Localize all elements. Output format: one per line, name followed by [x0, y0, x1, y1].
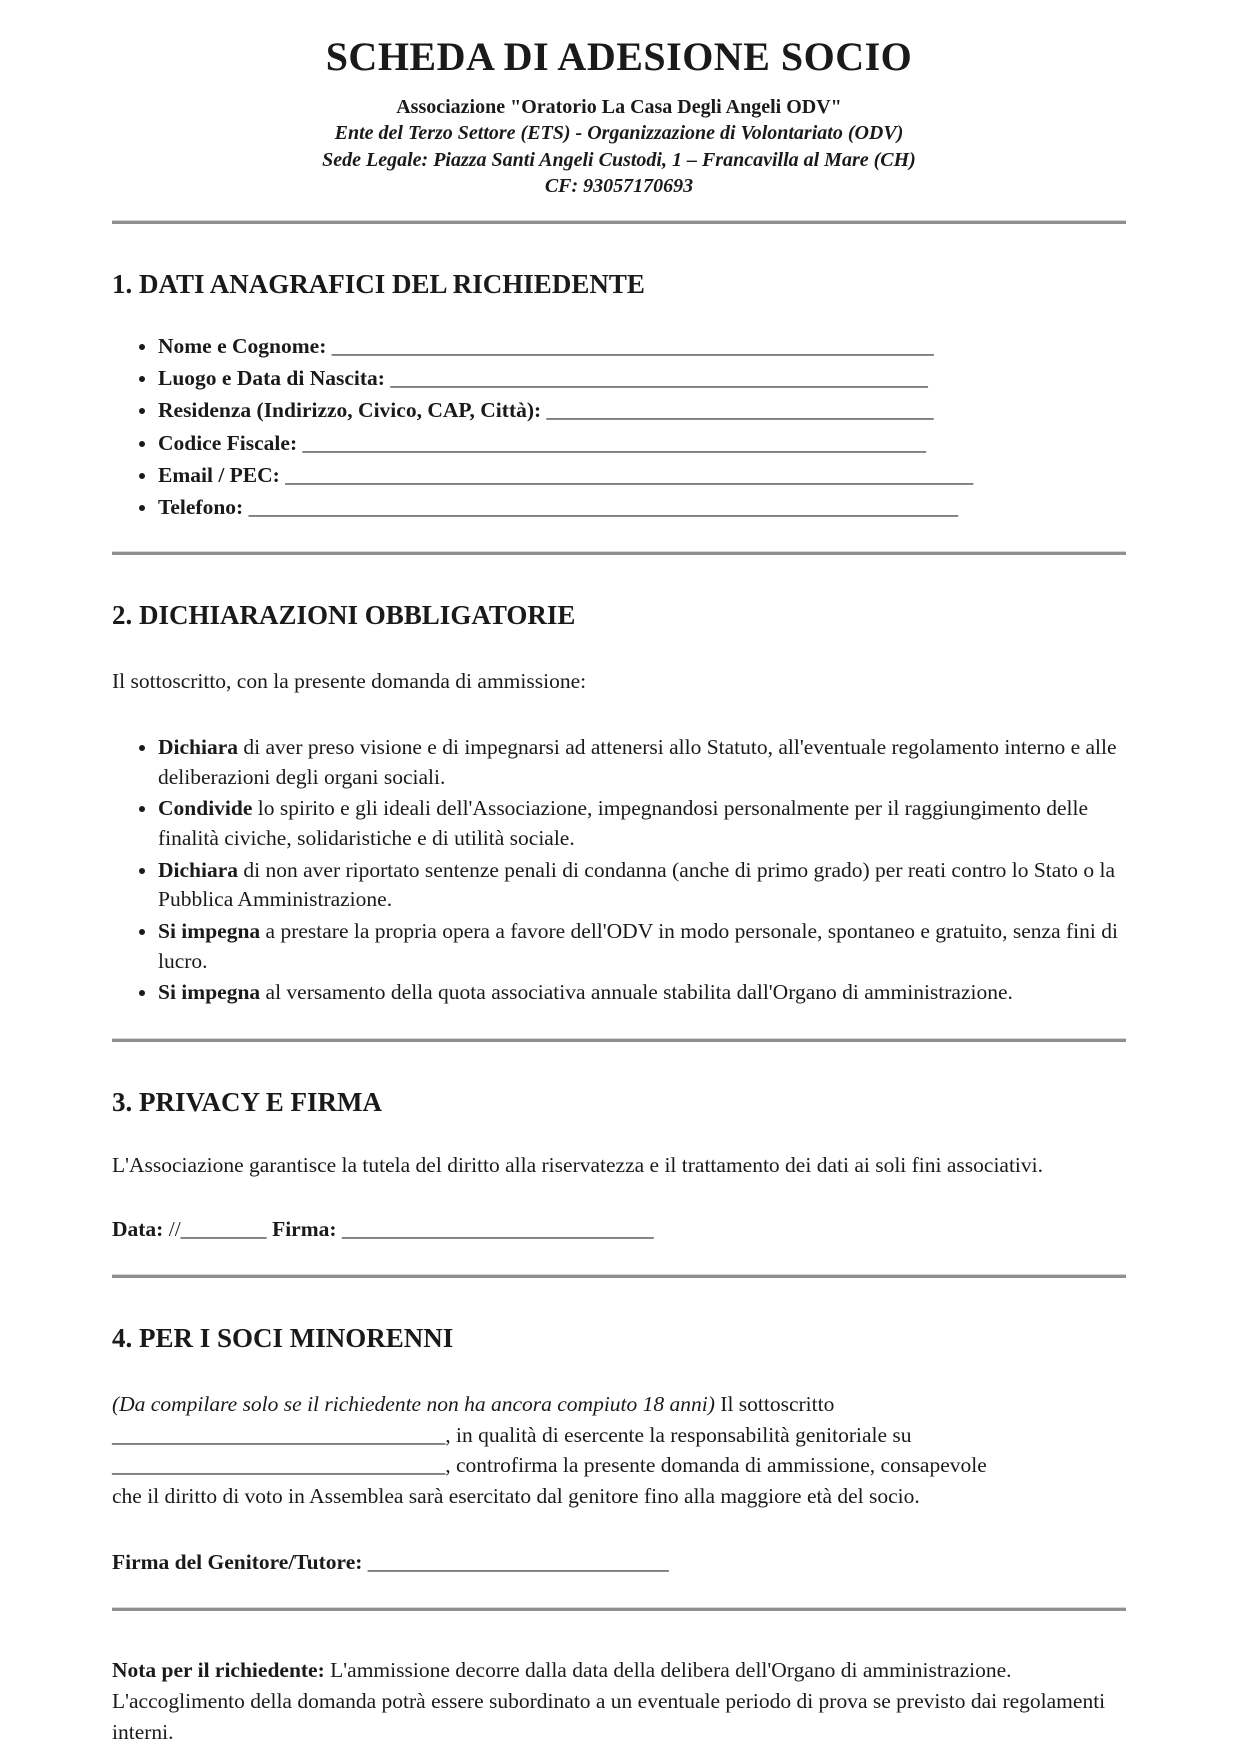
field-label: Telefono: — [158, 495, 244, 520]
blank-line: ________________________________________________________ — [326, 333, 934, 358]
declaration-lead: Dichiara — [158, 857, 239, 882]
field-label: Nome e Cognome: — [158, 333, 327, 358]
declaration-text: lo spirito e gli ideali dell'Associazione, impegnandosi personalmente per il raggiungimento delle finalità civiche, solidaristiche e di utilità sociale. — [158, 796, 1088, 850]
guardian-name-blank: _______________________________, — [112, 1422, 451, 1447]
section-divider — [112, 1274, 1126, 1278]
minors-paragraph — [112, 1389, 1126, 1512]
declaration-lead: Dichiara — [158, 735, 239, 760]
applicant-note — [112, 1655, 1126, 1749]
section-divider — [112, 220, 1126, 224]
field-residenza — [158, 394, 1126, 426]
signature-label: Firma: — [266, 1217, 337, 1242]
field-telefono — [158, 491, 1126, 523]
document-title: SCHEDA DI ADESIONE SOCIO — [325, 34, 913, 79]
declaration-text: a prestare la propria opera a favore dell'ODV in modo personale, spontaneo e gratuito, senza fini di lucro. — [158, 918, 1118, 973]
section-divider — [112, 1038, 1126, 1042]
minors-line-1 — [112, 1389, 1126, 1420]
association-name: Associazione "Oratorio La Casa Degli Angeli ODV" — [396, 96, 842, 118]
minors-line-2 — [112, 1420, 1126, 1451]
section3-heading: 3. PRIVACY E FIRMA — [112, 1086, 382, 1117]
minor-name-blank: _______________________________, — [112, 1453, 451, 1478]
legal-address-line: Sede Legale: Piazza Santi Angeli Custodi, 1 – Francavilla al Mare (CH) — [322, 148, 916, 171]
blank-line: ____________________________________ — [541, 398, 934, 423]
declarations-list — [112, 733, 1126, 1008]
declaration-text: al versamento della quota associativa annuale stabilita dall'Organo di amministrazione. — [260, 980, 1013, 1005]
date-label: Data: — [112, 1217, 164, 1242]
date-signature-line — [112, 1217, 1126, 1242]
field-luogo-data-nascita — [158, 362, 1126, 394]
declaration-item — [158, 794, 1126, 853]
signature-blank-line: _____________________________ — [336, 1217, 654, 1242]
date-blank-line: //________ — [163, 1217, 267, 1242]
declaration-item — [158, 733, 1126, 792]
guardian-signature-label: Firma del Genitore/Tutore: — [112, 1549, 363, 1574]
declaration-text: di non aver riportato sentenze penali di condanna (anche di primo grado) per reati contro lo Stato o la Pubblica Amministrazione. — [158, 857, 1116, 912]
declaration-lead: Si impegna — [158, 918, 261, 943]
minors-line-3 — [112, 1450, 1126, 1481]
blank-line: __________________________________________________ — [384, 366, 928, 391]
blank-line: __________________________________________________________________ — [243, 495, 959, 520]
section-divider — [112, 551, 1126, 555]
declaration-item — [158, 856, 1126, 915]
declarations-intro: Il sottoscritto, con la presente domanda di ammissione: — [112, 668, 587, 693]
personal-data-fields — [112, 330, 1126, 524]
declaration-item — [158, 917, 1126, 976]
section2-heading: 2. DICHIARAZIONI OBBLIGATORIE — [112, 600, 576, 631]
field-nome-cognome — [158, 330, 1126, 362]
field-label: Luogo e Data di Nascita: — [158, 366, 385, 391]
section-divider — [112, 1607, 1126, 1611]
minors-line-4: che il diritto di voto in Assemblea sarà esercitato dal genitore fino alla maggiore età del socio. — [112, 1484, 920, 1509]
minors-line-3-text: controfirma la presente domanda di ammissione, consapevole — [450, 1453, 987, 1478]
minors-conditional-note: (Da compilare solo se il richiedente non ha ancora compiuto 18 anni) — [112, 1391, 715, 1416]
blank-line: ________________________________________________________________ — [279, 462, 974, 487]
field-label: Email / PEC: — [158, 462, 280, 487]
field-label: Residenza (Indirizzo, Civico, CAP, Città): — [158, 398, 542, 423]
field-email-pec — [158, 459, 1126, 491]
declaration-lead: Si impegna — [158, 980, 261, 1005]
section4-heading: 4. PER I SOCI MINORENNI — [112, 1323, 454, 1354]
minors-line-1-text: Il sottoscritto — [714, 1391, 835, 1416]
fiscal-code-line: CF: 93057170693 — [544, 175, 694, 198]
applicant-note-text: L'ammissione decorre dalla data della delibera dell'Organo di amministrazione. L'accoglimento della domanda potrà essere subordinato a un eventuale periodo di prova se previsto dai regolamenti interni. — [112, 1657, 1106, 1745]
applicant-note-lead: Nota per il richiedente: — [112, 1657, 325, 1682]
privacy-paragraph: L'Associazione garantisce la tutela del diritto alla riservatezza e il trattamento dei dati ai soli fini associativi. — [112, 1153, 1044, 1178]
document-subheader — [112, 94, 1126, 200]
declaration-lead: Condivide — [158, 796, 253, 821]
field-label: Codice Fiscale: — [158, 430, 298, 455]
declaration-text: di aver preso visione e di impegnarsi ad attenersi allo Statuto, all'eventuale regolamento interno e alle deliberazioni degli organi sociali. — [158, 735, 1117, 789]
field-codice-fiscale — [158, 427, 1126, 459]
declaration-item — [158, 978, 1126, 1008]
section1-heading: 1. DATI ANAGRAFICI DEL RICHIEDENTE — [112, 268, 645, 299]
guardian-signature-line — [112, 1550, 1126, 1575]
minors-line-2-text: in qualità di esercente la responsabilità genitoriale su — [450, 1422, 912, 1447]
guardian-signature-blank: ____________________________ — [362, 1549, 669, 1574]
blank-line: __________________________________________________________ — [297, 430, 926, 455]
entity-type-line: Ente del Terzo Settore (ETS) - Organizzazione di Volontariato (ODV) — [334, 122, 904, 145]
